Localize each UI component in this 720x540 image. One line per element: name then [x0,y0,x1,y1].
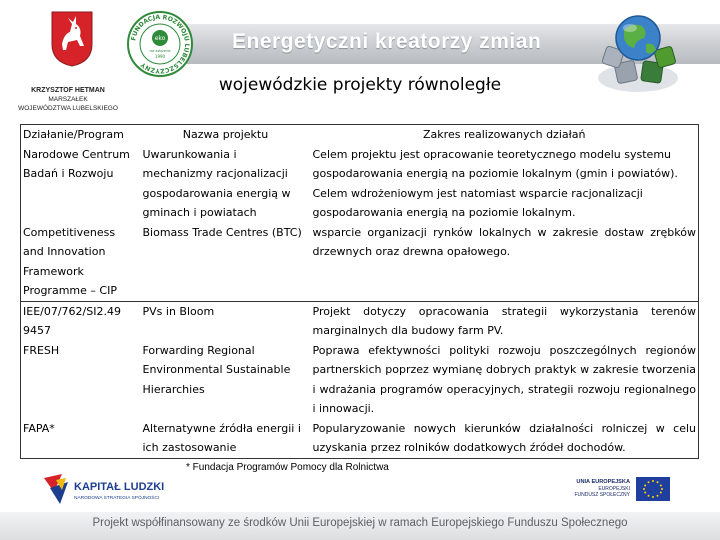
kl-subtitle: NARODOWA STRATEGIA SPÓJNOŚCI [74,496,160,501]
eu-label-line3: FUNDUSZ SPOŁECZNY [574,492,630,498]
cell-scope: Projekt dotyczy opracowania strategii wykorzystania terenów marginalnych dla budowy farm PV. [311,301,699,341]
column-header-scope: Zakres realizowanych działań [423,128,586,141]
seal-ring-text: FUNDACJA ROZWOJU LUBELSZCZYZNY [130,13,191,75]
cell-program: Competitiveness and Innovation Framework Programme – CIP [23,225,117,297]
seal-center-sub: rok założenia [149,49,171,53]
seal-center-text: eko [154,35,166,42]
cell-scope: Popularyzowanie nowych kierunków działalności rolniczej w celu uzyskania przez rolników dodatkowych źródeł dochodów. [312,421,696,454]
crest-caption-region: WOJEWÓDZTWA LUBELSKIEGO [18,105,118,112]
table-row [21,419,699,459]
eu-flag-icon [636,477,670,501]
cell-project: Uwarunkowania i mechanizmy racjonalizacji gospodarowania energią w gminach i powiatach [142,147,291,219]
page-banner-title: Energetyczni kreatorzy zmian [232,30,542,53]
cell-project: Forwarding Regional Environmental Sustainable Hierarchies [142,343,291,396]
cell-project: Alternatywne źródła energii i ich zastosowanie [142,421,301,454]
column-header-project: Nazwa projektu [182,128,269,141]
page-subtitle: wojewódzkie projekty równoległe [218,75,502,95]
table-header-row [21,125,699,145]
cell-scope: wsparcie organizacji rynków lokalnych w zakresie dostaw zrębków drzewnych oraz drewna opałowego. [312,225,696,258]
table-row [21,341,699,419]
cell-scope: Celem projektu jest opracowanie teoretycznego modelu systemu gospodarowania energią na poziomie lokalnym (gmin i powiatów). Celem wdrożeniowym jest natomiast wsparcie racjonalizacji gospodarowania energią na poziomie lokalnym. [312,147,678,219]
foundation-seal-logo [126,10,194,78]
cell-project: PVs in Bloom [141,301,311,341]
crest-caption-role: MARSZAŁEK [48,96,88,103]
table-row [21,223,699,302]
eu-label [560,479,630,499]
footnote: * Fundacja Programów Pomocy dla Rolnictwa [186,462,389,473]
cell-program: IEE/07/762/SI2.49 9457 [21,301,141,341]
cell-program: FAPA* [23,421,55,435]
table-row [21,301,699,341]
projects-table [20,124,699,459]
seal-year: 1990 [154,54,166,59]
table-row [21,145,699,223]
lublin-coat-of-arms-icon [50,10,94,68]
footer-funding-note: Projekt współfinansowany ze środków Unii Europejskiej w ramach Europejskiego Funduszu Społecznego [92,517,628,529]
cell-project: Biomass Trade Centres (BTC) [142,225,302,239]
kapital-ludzki-logo [40,470,200,510]
cell-scope: Poprawa efektywności polityki rozwoju poszczególnych regionów partnerskich poprzez wymianę dobrych praktyk w zakresie tworzenia i wdrażania programów operacyjnych, strategii rozwoju regionalnego i innowacji. [312,343,696,415]
cell-program: FRESH [23,343,60,357]
eu-label-line1: UNIA EUROPEJSKA [576,479,630,485]
eu-label-line2: EUROPEJSKI [598,485,630,492]
column-header-program: Działanie/Program [23,128,124,141]
crest-caption-name: KRZYSZTOF HETMAN [31,87,105,94]
cell-program: Narodowe Centrum Badań i Rozwoju [23,147,130,180]
kl-title: KAPITAŁ LUDZKI [74,481,165,493]
